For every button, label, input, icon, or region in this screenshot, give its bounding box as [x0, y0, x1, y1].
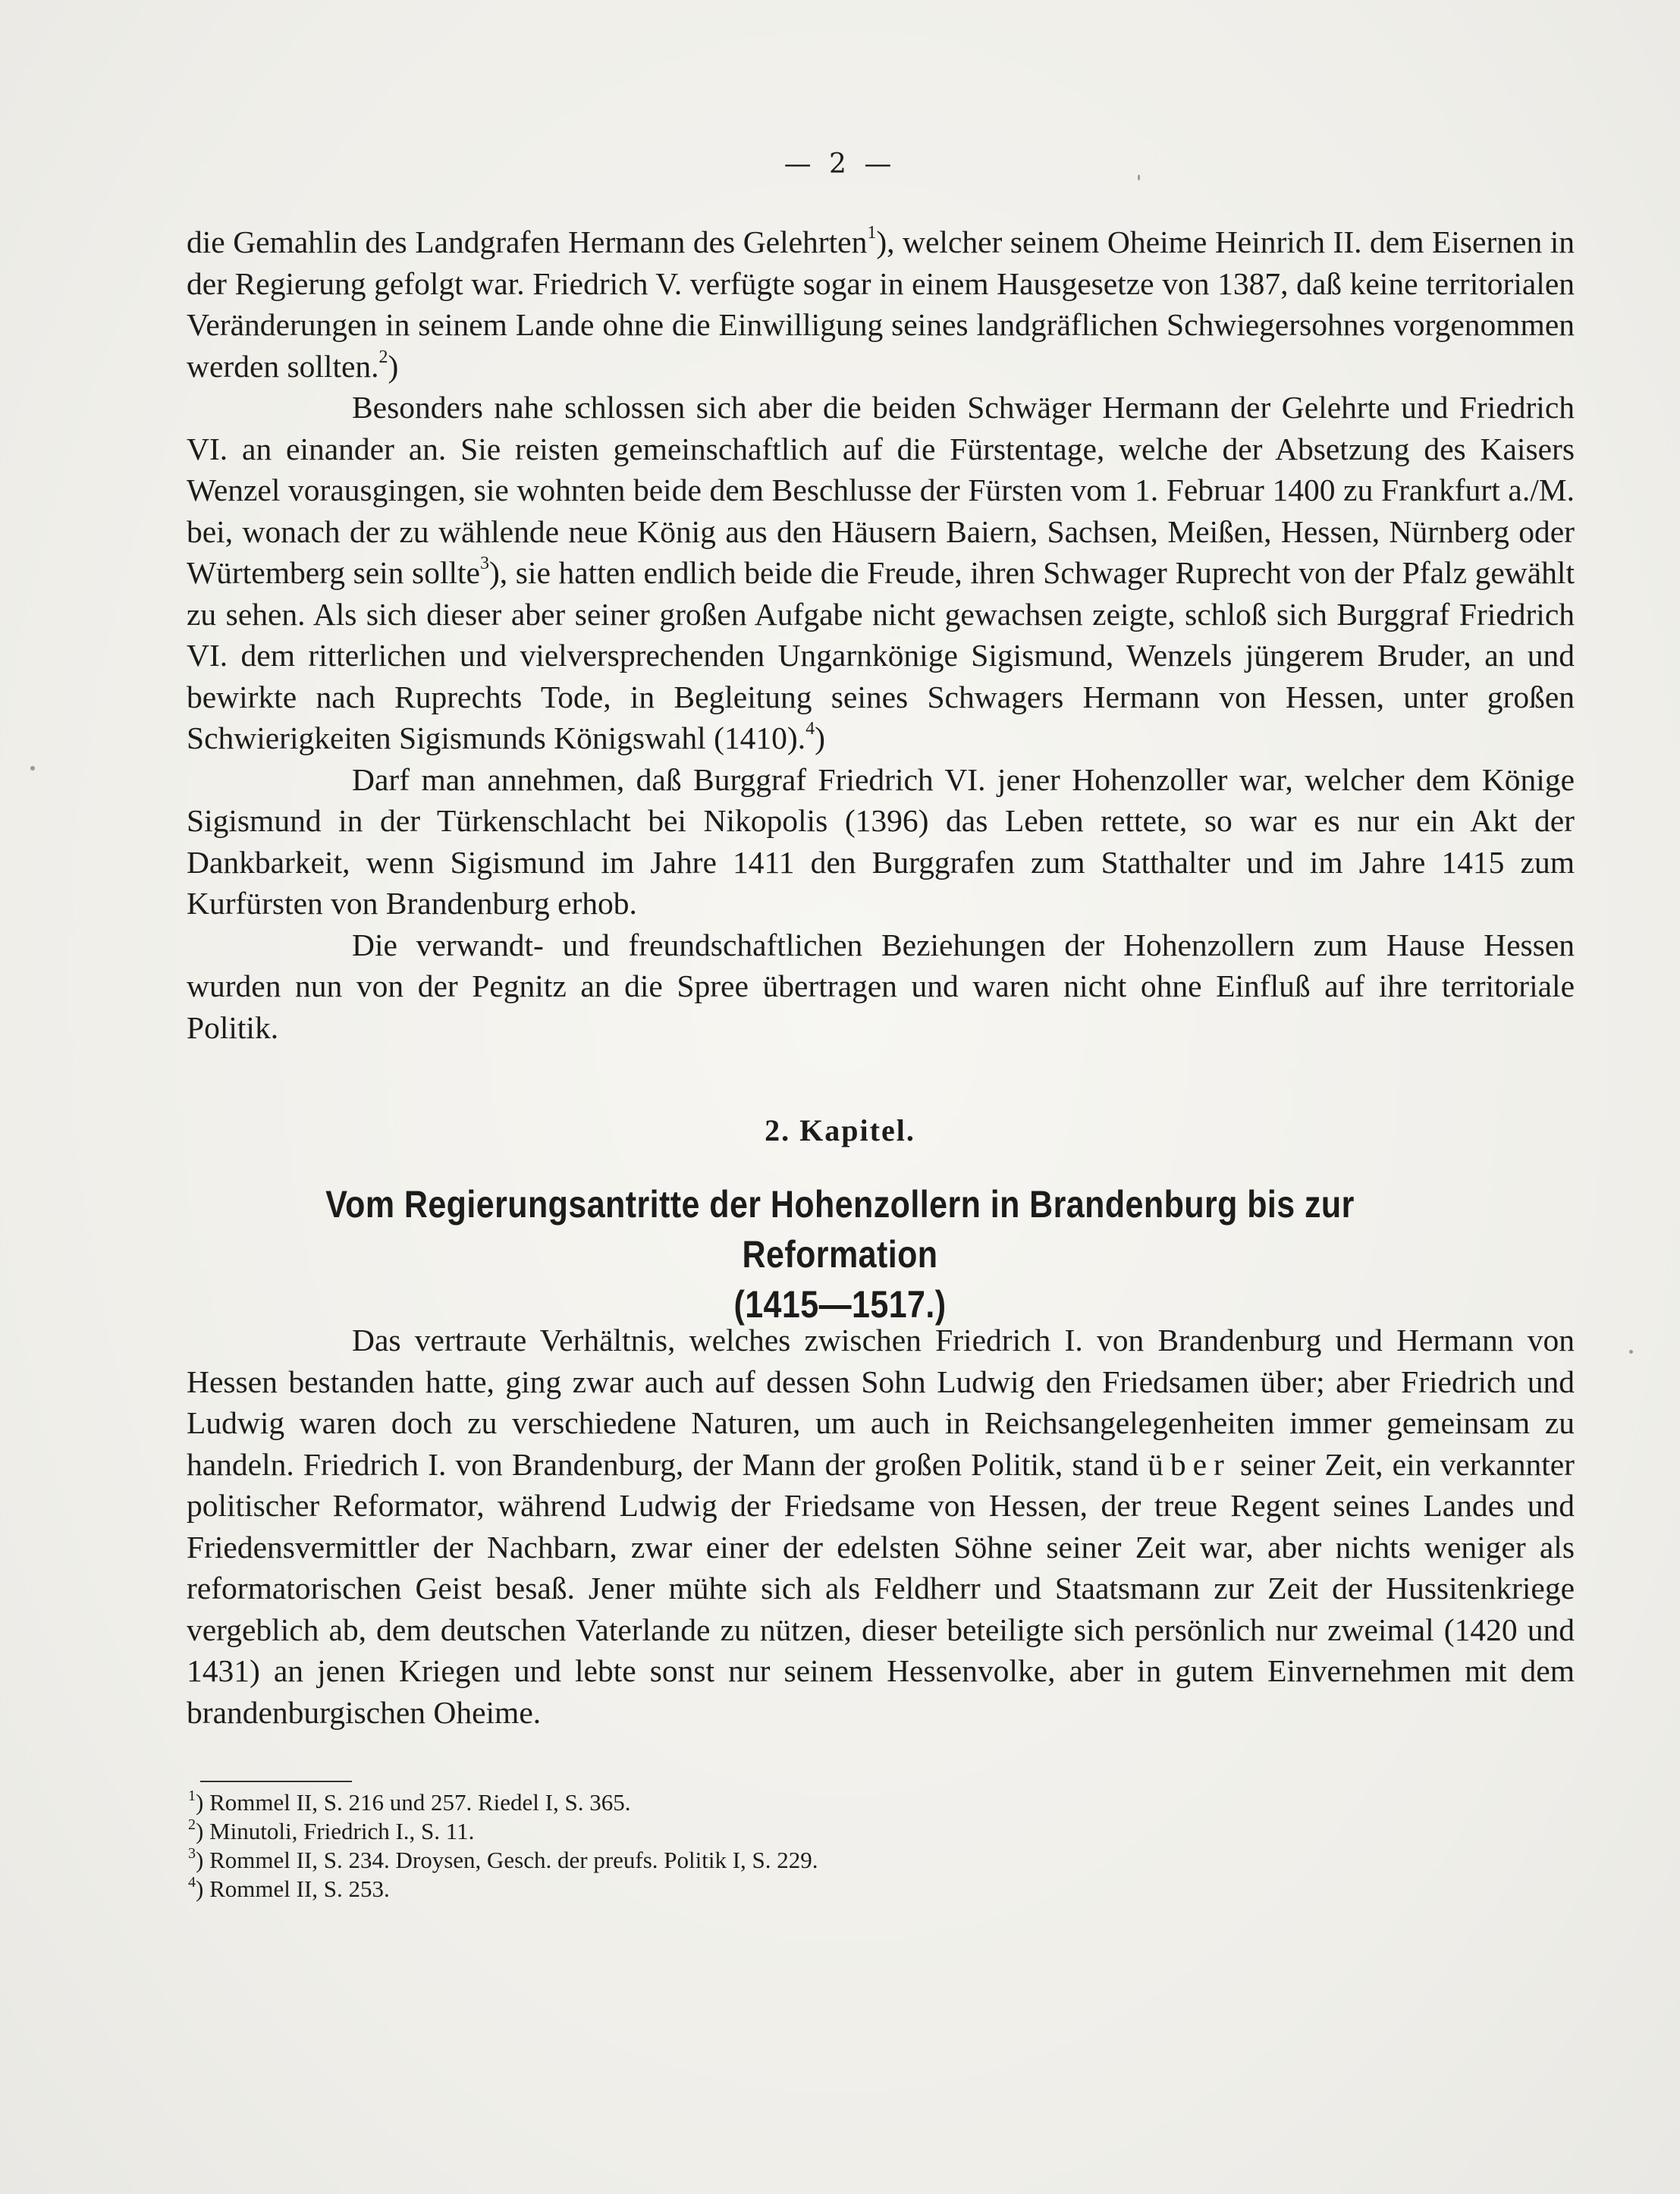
- page-number: — 2 —: [783, 149, 897, 180]
- section-1-text: [187, 221, 1575, 1048]
- emphasis-text: über: [1148, 1446, 1231, 1482]
- chapter-number: 2. Kapitel.: [765, 1113, 915, 1147]
- footnote-ref: 2: [378, 347, 388, 367]
- section-2-text: [187, 1320, 1575, 1733]
- paragraph: Das vertraute Verhältnis, welches zwischen Friedrich I. von Brandenburg und Hermann von Hessen bestanden hatte, ging zwar auch auf dessen Sohn Ludwig den Friedsamen über; aber Friedrich und Ludwig waren doch zu verschiedene Naturen, um auch in Reichsangelegenheiten immer gemeinsam zu handeln. Friedrich I. von Brandenburg, der Mann der großen Politik, stand über seiner Zeit, ein verkannter politischer Reformator, während Ludwig der Friedsame von Hessen, der treue Regent seines Landes und Friedensvermittler der Nachbarn, zwar einer der edelsten Söhne seiner Zeit war, aber nichts weniger als reformatorischen Geist besaß. Jener mühte sich als Feldherr und Staatsmann zur Zeit der Hussitenkriege vergeblich ab, dem deutschen Vaterlande zu nützen, dieser beteiligte sich persönlich nur zweimal (1420 und 1431) an jenen Kriegen und lebte sonst nur seinem Hessenvolke, aber in gutem Einvernehmen mit dem brandenburgischen Oheime.: [187, 1323, 1575, 1730]
- chapter-title-dates: (1415—1517.): [733, 1283, 947, 1326]
- paragraph: Besonders nahe schlossen sich aber die beiden Schwäger Hermann der Gelehrte und Friedrich VI. an einander an. Sie reisten gemeinschaftlich auf die Fürstentage, welche der Absetzung des Kaisers Wenzel vorausgingen, sie wohnten beide dem Beschlusse der Fürsten vom 1. Februar 1400 zu Frankfurt a./M. bei, wonach der zu wählende neue König aus den Häusern Baiern, Sachsen, Meißen, Hessen, Nürnberg oder Würtemberg sein sollte$^3$), sie hatten endlich beide die Freude, ihren Schwager Ruprecht von der Pfalz gewählt zu sehen. Als sich dieser aber seiner großen Aufgabe nicht gewachsen zeigte, schloß sich Burggraf Friedrich VI. dem ritterlichen und vielversprechenden Ungarnkönige Sigismund, Wenzels jüngerem Bruder, an und bewirkte nach Ruprechts Tode, in Begleitung seines Schwagers Hermann von Hessen, unter großen Schwierigkeiten Sigismunds Königswahl (1410).$^4$): [187, 390, 1575, 755]
- paper-speck: [30, 766, 35, 771]
- paper-speck: [1629, 1350, 1633, 1354]
- paragraph: Die verwandt- und freundschaftlichen Beziehungen der Hohenzollern zum Hause Hessen wurden nun von der Pegnitz an die Spree übertragen und waren nicht ohne Einfluß auf ihre territoriale Politik.: [187, 927, 1575, 1045]
- paragraph: Darf man annehmen, daß Burggraf Friedrich VI. jener Hohenzoller war, welcher dem Könige Sigismund in der Türkenschlacht bei Nikopolis (1396) das Leben rettete, so war es nur ein Akt der Dankbarkeit, wenn Sigismund im Jahre 1411 den Burggrafen zum Statthalter und im Jahre 1415 zum Kurfürsten von Brandenburg erhob.: [187, 761, 1575, 921]
- footnote-ref: 4: [805, 719, 815, 739]
- footnote-ref: 1: [867, 223, 877, 243]
- footnote: $^2$) Minutoli, Friedrich I., S. 11.: [188, 1816, 475, 1844]
- footnote-ref: 3: [479, 554, 489, 574]
- paper-speck: [1138, 174, 1140, 180]
- paragraph: die Gemahlin des Landgrafen Hermann des Gelehrten$^1$), welcher seinem Oheime Heinrich II. dem Eisernen in der Regierung gefolgt war. Friedrich V. verfügte sogar in einem Hausgesetze von 1387, daß keine territorialen Veränderungen in seinem Lande ohne die Einwilligung seines landgräflichen Schwiegersohnes vorgenommen werden sollten.$^2$): [187, 223, 1575, 384]
- footnotes: [188, 1788, 1250, 1904]
- chapter-title-line: Vom Regierungsantritte der Hohenzollern in Brandenburg bis zur Reformation: [325, 1183, 1355, 1276]
- chapter-title: [261, 1179, 1419, 1329]
- footnote: $^3$) Rommel II, S. 234. Droysen, Gesch. der preufs. Politik I, S. 229.: [188, 1844, 818, 1873]
- footnote: $^4$) Rommel II, S. 253.: [188, 1873, 390, 1902]
- footnote-divider: [200, 1781, 352, 1782]
- footnote: $^1$) Rommel II, S. 216 und 257. Riedel I, S. 365.: [188, 1787, 631, 1816]
